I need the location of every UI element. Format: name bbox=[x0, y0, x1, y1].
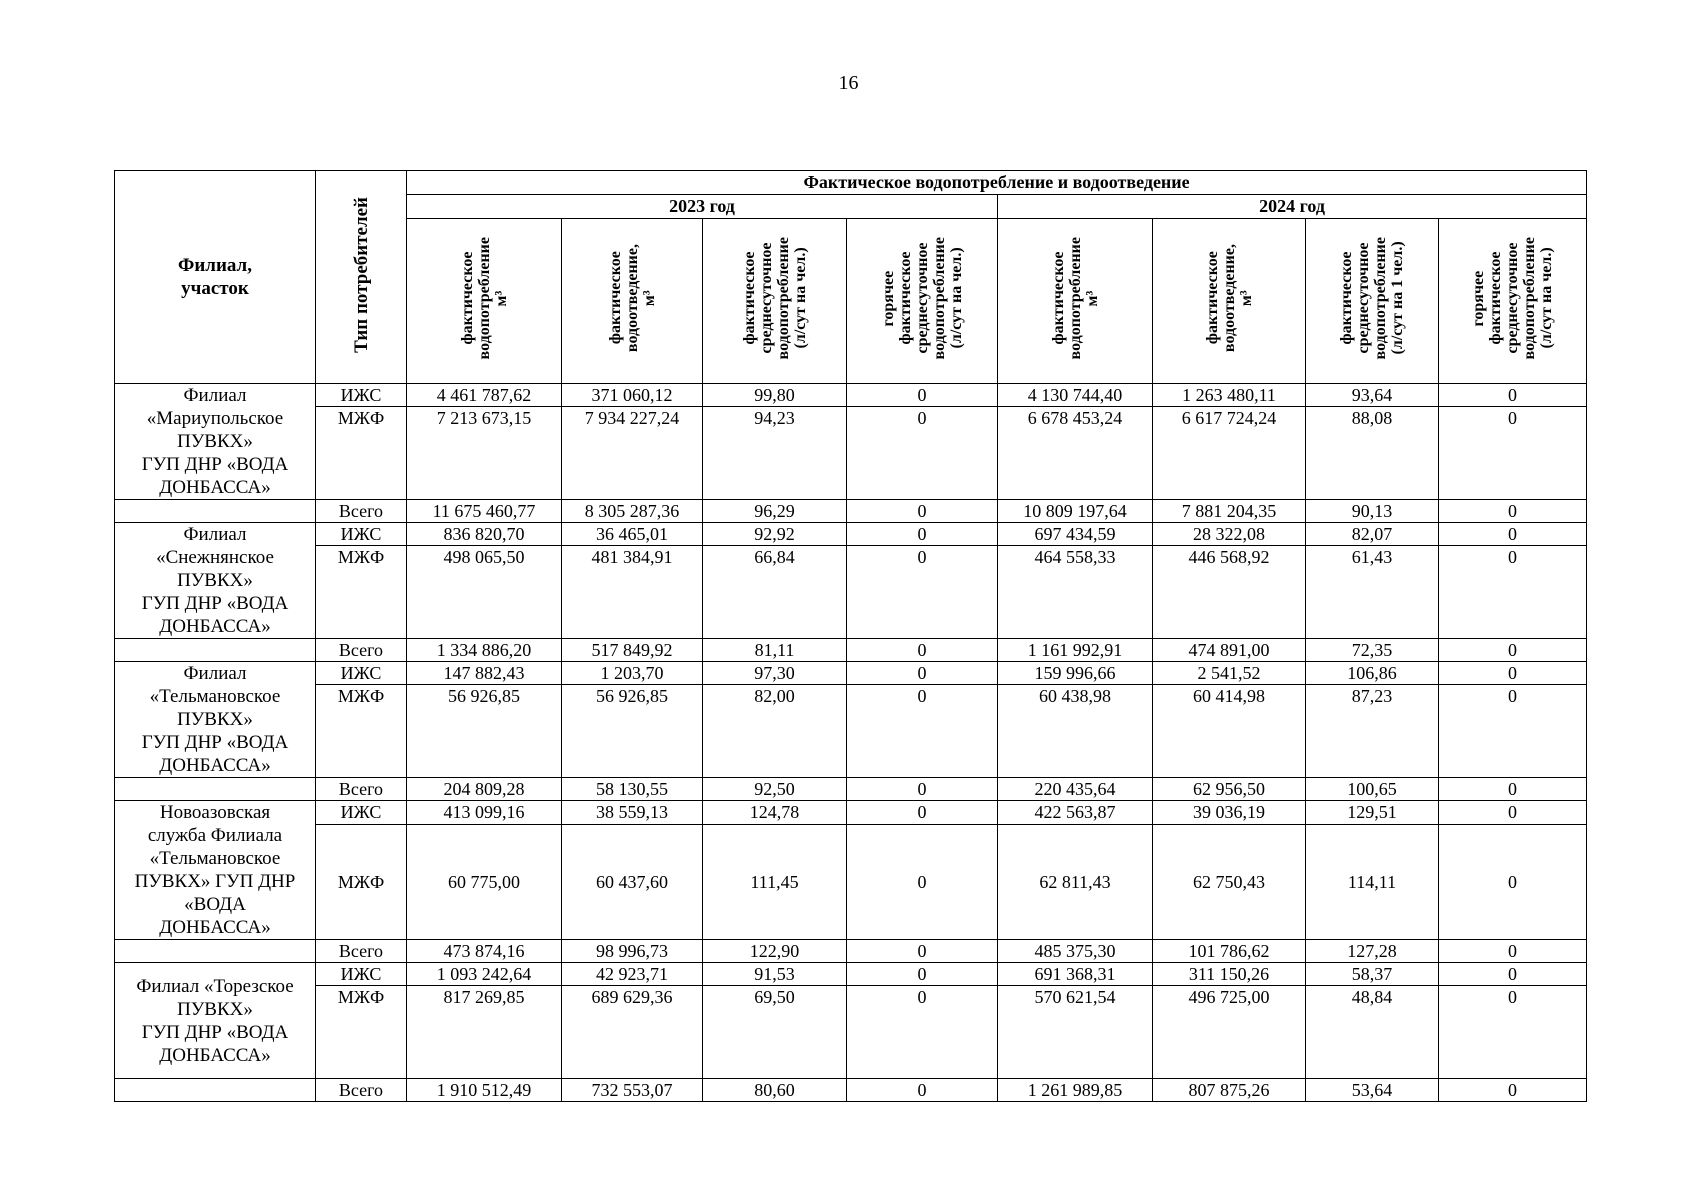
value-cell: 87,23 bbox=[1306, 685, 1439, 778]
value-cell: 42 923,71 bbox=[562, 963, 703, 986]
header-col-label: фактическое водопотребление м³ bbox=[1049, 237, 1101, 360]
value-cell: 99,80 bbox=[703, 384, 847, 407]
consumer-type-cell: ИЖС bbox=[316, 662, 407, 685]
header-branch-label: Филиал, участок bbox=[178, 255, 252, 299]
table-row bbox=[115, 778, 1587, 801]
value-cell: 807 875,26 bbox=[1153, 1079, 1306, 1102]
consumer-type-cell: МЖФ bbox=[316, 685, 407, 778]
consumer-type-cell: Всего bbox=[316, 778, 407, 801]
value-cell: 0 bbox=[1439, 662, 1587, 685]
value-cell: 1 261 989,85 bbox=[998, 1079, 1153, 1102]
table-row bbox=[115, 546, 1587, 639]
value-cell: 60 438,98 bbox=[998, 685, 1153, 778]
consumer-type-cell: ИЖС bbox=[316, 963, 407, 986]
header-col bbox=[1153, 219, 1306, 384]
table-row bbox=[115, 825, 1587, 940]
value-cell: 106,86 bbox=[1306, 662, 1439, 685]
value-cell: 92,50 bbox=[703, 778, 847, 801]
value-cell: 0 bbox=[1439, 523, 1587, 546]
value-cell: 100,65 bbox=[1306, 778, 1439, 801]
value-cell: 836 820,70 bbox=[407, 523, 562, 546]
value-cell: 0 bbox=[847, 778, 998, 801]
value-cell: 90,13 bbox=[1306, 500, 1439, 523]
header-col bbox=[407, 219, 562, 384]
page-number: 16 bbox=[838, 72, 859, 94]
value-cell: 93,64 bbox=[1306, 384, 1439, 407]
value-cell: 7 213 673,15 bbox=[407, 407, 562, 500]
value-cell: 96,29 bbox=[703, 500, 847, 523]
table-row bbox=[115, 986, 1587, 1079]
header-col-label: горячее фактическое среднесуточное водопотребление (л/сут на чел.) bbox=[879, 237, 965, 360]
value-cell: 220 435,64 bbox=[998, 778, 1153, 801]
table-row bbox=[115, 384, 1587, 407]
branch-name: Филиал «Мариупольское ПУВКХ» ГУП ДНР «ВОДА ДОНБАССА» bbox=[141, 385, 289, 498]
consumer-type-cell: Всего bbox=[316, 500, 407, 523]
table-row bbox=[115, 685, 1587, 778]
value-cell: 0 bbox=[847, 639, 998, 662]
value-cell: 691 368,31 bbox=[998, 963, 1153, 986]
value-cell: 0 bbox=[847, 940, 998, 963]
value-cell: 498 065,50 bbox=[407, 546, 562, 639]
consumer-type-cell: Всего bbox=[316, 940, 407, 963]
value-cell: 127,28 bbox=[1306, 940, 1439, 963]
value-cell: 0 bbox=[1439, 685, 1587, 778]
value-cell: 0 bbox=[1439, 801, 1587, 825]
value-cell: 36 465,01 bbox=[562, 523, 703, 546]
consumer-type-cell: Всего bbox=[316, 1079, 407, 1102]
value-cell: 473 874,16 bbox=[407, 940, 562, 963]
value-cell: 97,30 bbox=[703, 662, 847, 685]
value-cell: 204 809,28 bbox=[407, 778, 562, 801]
table-row bbox=[115, 940, 1587, 963]
branch-cell bbox=[115, 801, 316, 940]
value-cell: 1 910 512,49 bbox=[407, 1079, 562, 1102]
table-row bbox=[115, 963, 1587, 986]
consumer-type-cell: ИЖС bbox=[316, 384, 407, 407]
value-cell: 48,84 bbox=[1306, 986, 1439, 1079]
value-cell: 817 269,85 bbox=[407, 986, 562, 1079]
header-col-label: фактическое водопотребление м³ bbox=[458, 237, 510, 360]
value-cell: 69,50 bbox=[703, 986, 847, 1079]
header-col bbox=[1306, 219, 1439, 384]
table-row bbox=[115, 662, 1587, 685]
value-cell: 422 563,87 bbox=[998, 801, 1153, 825]
branch-name: Филиал «Снежнянское ПУВКХ» ГУП ДНР «ВОДА ДОНБАССА» bbox=[141, 524, 289, 637]
value-cell: 159 996,66 bbox=[998, 662, 1153, 685]
empty-branch-cell bbox=[115, 778, 316, 801]
value-cell: 446 568,92 bbox=[1153, 546, 1306, 639]
table-row bbox=[115, 639, 1587, 662]
branch-name: Филиал «Торезское ПУВКХ» ГУП ДНР «ВОДА ДОНБАССА» bbox=[136, 975, 294, 1066]
value-cell: 62 811,43 bbox=[998, 825, 1153, 940]
value-cell: 0 bbox=[847, 523, 998, 546]
value-cell: 92,92 bbox=[703, 523, 847, 546]
value-cell: 0 bbox=[1439, 1079, 1587, 1102]
value-cell: 66,84 bbox=[703, 546, 847, 639]
value-cell: 56 926,85 bbox=[562, 685, 703, 778]
value-cell: 0 bbox=[847, 384, 998, 407]
value-cell: 0 bbox=[1439, 940, 1587, 963]
value-cell: 61,43 bbox=[1306, 546, 1439, 639]
consumer-type-cell: МЖФ bbox=[316, 407, 407, 500]
value-cell: 6 617 724,24 bbox=[1153, 407, 1306, 500]
value-cell: 8 305 287,36 bbox=[562, 500, 703, 523]
branch-cell bbox=[115, 963, 316, 1079]
value-cell: 0 bbox=[1439, 546, 1587, 639]
consumer-type-cell: ИЖС bbox=[316, 523, 407, 546]
value-cell: 58 130,55 bbox=[562, 778, 703, 801]
value-cell: 0 bbox=[1439, 639, 1587, 662]
value-cell: 62 956,50 bbox=[1153, 778, 1306, 801]
value-cell: 101 786,62 bbox=[1153, 940, 1306, 963]
value-cell: 4 130 744,40 bbox=[998, 384, 1153, 407]
consumer-type-cell: МЖФ bbox=[316, 546, 407, 639]
header-col-label: фактическое среднесуточное водопотребление (л/сут на чел.) bbox=[740, 237, 809, 360]
value-cell: 147 882,43 bbox=[407, 662, 562, 685]
value-cell: 7 934 227,24 bbox=[562, 407, 703, 500]
value-cell: 88,08 bbox=[1306, 407, 1439, 500]
empty-branch-cell bbox=[115, 1079, 316, 1102]
value-cell: 11 675 460,77 bbox=[407, 500, 562, 523]
value-cell: 371 060,12 bbox=[562, 384, 703, 407]
value-cell: 311 150,26 bbox=[1153, 963, 1306, 986]
value-cell: 2 541,52 bbox=[1153, 662, 1306, 685]
header-col bbox=[562, 219, 703, 384]
value-cell: 0 bbox=[1439, 986, 1587, 1079]
header-col bbox=[1439, 219, 1587, 384]
table-row bbox=[115, 1079, 1587, 1102]
value-cell: 60 775,00 bbox=[407, 825, 562, 940]
value-cell: 4 461 787,62 bbox=[407, 384, 562, 407]
consumer-type-cell: ИЖС bbox=[316, 801, 407, 825]
value-cell: 0 bbox=[847, 546, 998, 639]
value-cell: 0 bbox=[847, 1079, 998, 1102]
header-col-label: фактическое водоотведение, м³ bbox=[1203, 244, 1255, 353]
value-cell: 1 161 992,91 bbox=[998, 639, 1153, 662]
table-row bbox=[115, 500, 1587, 523]
value-cell: 1 263 480,11 bbox=[1153, 384, 1306, 407]
header-col bbox=[847, 219, 998, 384]
value-cell: 496 725,00 bbox=[1153, 986, 1306, 1079]
empty-branch-cell bbox=[115, 639, 316, 662]
table-row bbox=[115, 407, 1587, 500]
branch-name: Новоазовская служба Филиала «Тельмановское ПУВКХ» ГУП ДНР «ВОДА ДОНБАССА» bbox=[134, 802, 296, 938]
value-cell: 60 437,60 bbox=[562, 825, 703, 940]
branch-name: Филиал «Тельмановское ПУВКХ» ГУП ДНР «ВОДА ДОНБАССА» bbox=[141, 663, 289, 776]
header-year-2024: 2024 год bbox=[998, 195, 1587, 219]
value-cell: 72,35 bbox=[1306, 639, 1439, 662]
value-cell: 82,00 bbox=[703, 685, 847, 778]
consumer-type-cell: МЖФ bbox=[316, 825, 407, 940]
value-cell: 129,51 bbox=[1306, 801, 1439, 825]
value-cell: 94,23 bbox=[703, 407, 847, 500]
value-cell: 0 bbox=[1439, 825, 1587, 940]
value-cell: 58,37 bbox=[1306, 963, 1439, 986]
branch-cell bbox=[115, 662, 316, 778]
value-cell: 474 891,00 bbox=[1153, 639, 1306, 662]
value-cell: 464 558,33 bbox=[998, 546, 1153, 639]
branch-cell bbox=[115, 384, 316, 500]
value-cell: 570 621,54 bbox=[998, 986, 1153, 1079]
value-cell: 62 750,43 bbox=[1153, 825, 1306, 940]
value-cell: 114,11 bbox=[1306, 825, 1439, 940]
value-cell: 0 bbox=[1439, 500, 1587, 523]
value-cell: 0 bbox=[847, 825, 998, 940]
table-row bbox=[115, 801, 1587, 825]
value-cell: 124,78 bbox=[703, 801, 847, 825]
value-cell: 7 881 204,35 bbox=[1153, 500, 1306, 523]
header-col bbox=[703, 219, 847, 384]
value-cell: 91,53 bbox=[703, 963, 847, 986]
value-cell: 81,11 bbox=[703, 639, 847, 662]
value-cell: 98 996,73 bbox=[562, 940, 703, 963]
value-cell: 0 bbox=[1439, 963, 1587, 986]
value-cell: 517 849,92 bbox=[562, 639, 703, 662]
consumer-type-cell: Всего bbox=[316, 639, 407, 662]
header-year-2023: 2023 год bbox=[407, 195, 998, 219]
branch-cell bbox=[115, 523, 316, 639]
value-cell: 481 384,91 bbox=[562, 546, 703, 639]
header-col-label: фактическое среднесуточное водопотребление (л/сут на 1 чел.) bbox=[1338, 237, 1406, 360]
header-main: Фактическое водопотребление и водоотведение bbox=[407, 171, 1587, 195]
value-cell: 28 322,08 bbox=[1153, 523, 1306, 546]
consumer-type-cell: МЖФ bbox=[316, 986, 407, 1079]
header-col-label: фактическое водоотведение, м³ bbox=[606, 244, 658, 353]
value-cell: 122,90 bbox=[703, 940, 847, 963]
value-cell: 1 334 886,20 bbox=[407, 639, 562, 662]
header-consumer-type-label: Тип потребителей bbox=[350, 196, 372, 353]
header-col-label: горячее фактическое среднесуточное водопотребление (л/сут на чел.) bbox=[1470, 237, 1556, 360]
value-cell: 80,60 bbox=[703, 1079, 847, 1102]
value-cell: 1 203,70 bbox=[562, 662, 703, 685]
value-cell: 56 926,85 bbox=[407, 685, 562, 778]
value-cell: 485 375,30 bbox=[998, 940, 1153, 963]
value-cell: 60 414,98 bbox=[1153, 685, 1306, 778]
value-cell: 0 bbox=[847, 685, 998, 778]
value-cell: 0 bbox=[847, 963, 998, 986]
empty-branch-cell bbox=[115, 940, 316, 963]
value-cell: 10 809 197,64 bbox=[998, 500, 1153, 523]
header-consumer-type bbox=[316, 171, 407, 384]
value-cell: 0 bbox=[847, 500, 998, 523]
value-cell: 1 093 242,64 bbox=[407, 963, 562, 986]
value-cell: 6 678 453,24 bbox=[998, 407, 1153, 500]
value-cell: 111,45 bbox=[703, 825, 847, 940]
header-col bbox=[998, 219, 1153, 384]
value-cell: 697 434,59 bbox=[998, 523, 1153, 546]
value-cell: 0 bbox=[847, 407, 998, 500]
value-cell: 39 036,19 bbox=[1153, 801, 1306, 825]
value-cell: 0 bbox=[1439, 384, 1587, 407]
value-cell: 689 629,36 bbox=[562, 986, 703, 1079]
value-cell: 82,07 bbox=[1306, 523, 1439, 546]
value-cell: 732 553,07 bbox=[562, 1079, 703, 1102]
header-branch bbox=[115, 171, 316, 384]
water-consumption-table bbox=[114, 170, 1587, 1102]
value-cell: 53,64 bbox=[1306, 1079, 1439, 1102]
value-cell: 413 099,16 bbox=[407, 801, 562, 825]
table-row bbox=[115, 523, 1587, 546]
value-cell: 0 bbox=[847, 801, 998, 825]
value-cell: 0 bbox=[1439, 407, 1587, 500]
value-cell: 0 bbox=[1439, 778, 1587, 801]
empty-branch-cell bbox=[115, 500, 316, 523]
value-cell: 38 559,13 bbox=[562, 801, 703, 825]
value-cell: 0 bbox=[847, 986, 998, 1079]
value-cell: 0 bbox=[847, 662, 998, 685]
